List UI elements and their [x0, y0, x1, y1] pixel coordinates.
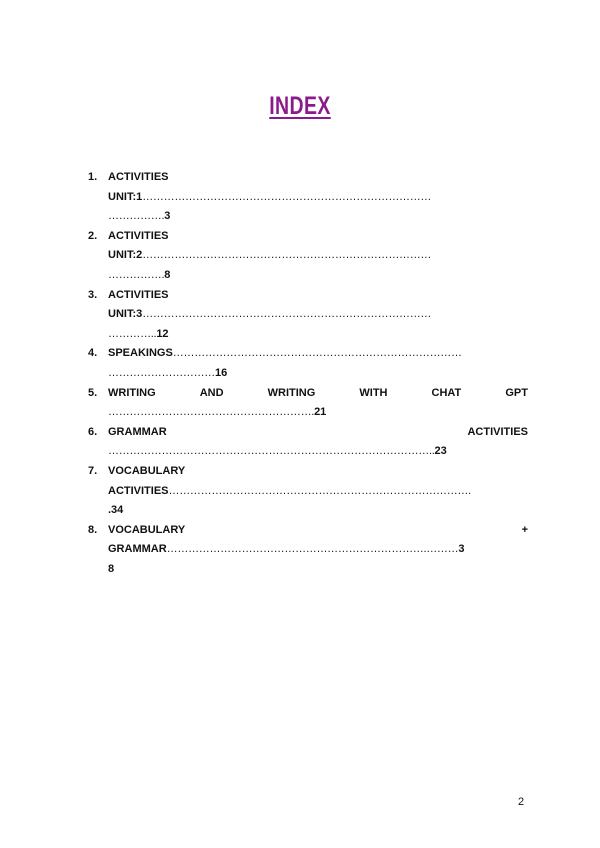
dot-leader: ………………………………………………………………………………..	[108, 445, 435, 458]
entry-number: 6.	[88, 425, 98, 438]
dot-leader: ………………………………………………………………………	[142, 308, 432, 321]
entry-subtitle: GRAMMAR	[108, 543, 167, 556]
page-title: INDEX	[269, 92, 331, 120]
entry-title: ACTIVITIES	[108, 171, 169, 183]
entry-number: 7.	[88, 464, 98, 477]
entry-page-number-part: 3	[458, 543, 465, 556]
dot-leader: …………..	[108, 327, 157, 340]
toc-entry-writing	[88, 384, 528, 423]
title-word: AND	[199, 386, 224, 399]
entry-page-number: 3	[164, 210, 171, 223]
dot-leader: ………………………………………………………………………….	[168, 484, 471, 497]
entry-page-number: 8	[164, 268, 171, 281]
entry-title	[108, 384, 528, 404]
dot-leader: ……………………………………………………………….………	[166, 543, 459, 556]
entry-subtitle: UNIT:1	[108, 190, 143, 203]
title-word: +	[521, 523, 528, 536]
dot-leader: ………………………………………………………………………	[172, 347, 462, 360]
entry-title: SPEAKINGS	[108, 347, 173, 360]
toc-entry-grammar	[88, 423, 528, 462]
entry-title	[108, 521, 528, 541]
title-word: WRITING	[267, 386, 316, 399]
table-of-contents	[88, 168, 528, 579]
entry-number: 4.	[88, 347, 98, 360]
toc-entry-vocabulary-activities	[88, 462, 528, 521]
toc-entry-activities-unit-1	[88, 168, 528, 227]
title-word: WITH	[359, 386, 388, 399]
toc-entry-activities-unit-2	[88, 227, 528, 286]
title-word: GPT	[505, 386, 528, 399]
entry-page-number: 21	[314, 406, 327, 419]
toc-entry-vocabulary-grammar	[88, 521, 528, 580]
entry-page-number: 12	[156, 327, 169, 340]
entry-subtitle: UNIT:2	[108, 249, 143, 262]
dot-leader: …………………………	[108, 366, 216, 379]
toc-entry-speakings	[88, 344, 528, 383]
entry-title	[108, 423, 528, 443]
entry-subtitle: UNIT:3	[108, 308, 143, 321]
title-word: VOCABULARY	[108, 523, 186, 536]
entry-title: VOCABULARY	[108, 464, 186, 477]
dot-leader: …………….	[108, 268, 165, 281]
entry-number: 5.	[88, 386, 98, 399]
page-number: 2	[518, 796, 525, 808]
entry-title: ACTIVITIES	[108, 229, 169, 242]
title-word: ACTIVITIES	[467, 425, 528, 438]
title-word: CHAT	[431, 386, 462, 399]
toc-entry-activities-unit-3	[88, 286, 528, 345]
entry-number: 2.	[88, 229, 98, 242]
title-word: GRAMMAR	[108, 425, 167, 438]
dot-leader: …………….	[108, 210, 165, 223]
entry-subtitle: ACTIVITIES	[108, 484, 169, 497]
entry-number: 1.	[88, 171, 98, 183]
entry-page-number: 16	[215, 366, 228, 379]
entry-page-number: 23	[434, 445, 447, 458]
entry-page-number: .34	[108, 504, 124, 517]
dot-leader: ………………………………………………………………………	[142, 190, 432, 203]
entry-number: 8.	[88, 523, 98, 536]
entry-number: 3.	[88, 288, 98, 301]
dot-leader: ………………………………………………….	[108, 406, 315, 419]
entry-title: ACTIVITIES	[108, 288, 169, 301]
title-word: WRITING	[108, 386, 156, 399]
entry-page-number: 8	[108, 562, 115, 575]
dot-leader: ………………………………………………………………………	[142, 249, 432, 262]
